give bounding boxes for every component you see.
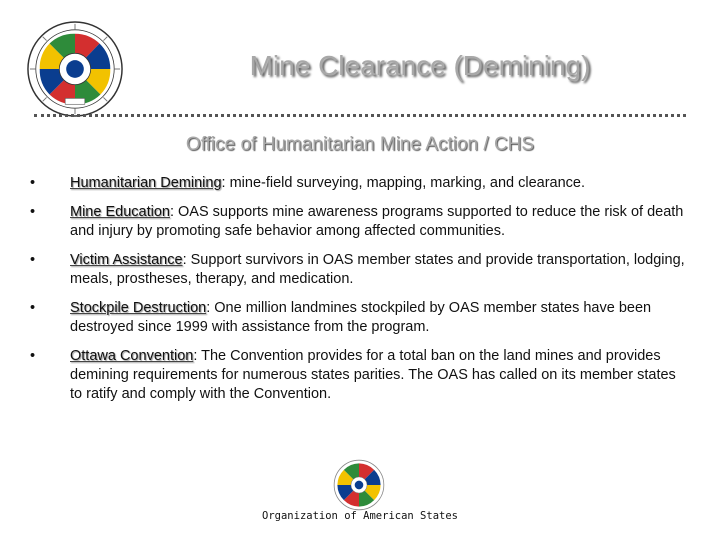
bullet-term: Humanitarian Demining: [70, 175, 222, 191]
bullet-icon: •: [30, 300, 36, 316]
bullet-icon: •: [30, 252, 36, 268]
bullet-separator: :: [206, 300, 211, 316]
bullet-separator: :: [169, 204, 174, 220]
bullet-icon: •: [30, 348, 36, 364]
bullet-term: Victim Assistance: [70, 252, 183, 268]
bullet-list: [30, 174, 690, 414]
list-item: [30, 299, 690, 337]
bullet-separator: :: [182, 252, 187, 268]
list-item: [30, 174, 690, 193]
bullet-term: Stockpile Destruction: [70, 300, 207, 316]
oas-seal-icon: [26, 20, 124, 118]
bullet-text: The Convention provides for a total ban on the land mines and provides demining requirements for numerous states parities. The OAS has called on its member states to ratify and comply with the Convention.: [70, 348, 676, 402]
bullet-icon: •: [30, 204, 36, 220]
bullet-term: Mine Education: [70, 204, 170, 220]
list-item: [30, 203, 690, 241]
bullet-term: Ottawa Convention: [70, 348, 194, 364]
list-item: [30, 251, 690, 289]
title-divider: [34, 114, 686, 117]
list-item: [30, 347, 690, 404]
page-subtitle: Office of Humanitarian Mine Action / CHS: [185, 134, 535, 155]
bullet-text: mine-field surveying, mapping, marking, and clearance.: [225, 175, 586, 191]
bullet-icon: •: [30, 175, 36, 191]
bullet-separator: :: [193, 348, 198, 364]
bullet-text: OAS supports mine awareness programs supported to reduce the risk of death and injury by promoting safe behavior among affected communities.: [70, 204, 684, 239]
footer-org-name: Organization of American States: [262, 510, 458, 522]
oas-seal-icon: [331, 458, 387, 512]
page-title: Mine Clearance (Demining): [249, 50, 591, 81]
bullet-text: One million landmines stockpiled by OAS member states have been destroyed since 1999 with assistance from the program.: [70, 300, 652, 335]
bullet-text: Support survivors in OAS member states and provide transportation, lodging, meals, prostheses, therapy, and medication.: [70, 252, 685, 287]
bullet-separator: :: [221, 175, 226, 191]
